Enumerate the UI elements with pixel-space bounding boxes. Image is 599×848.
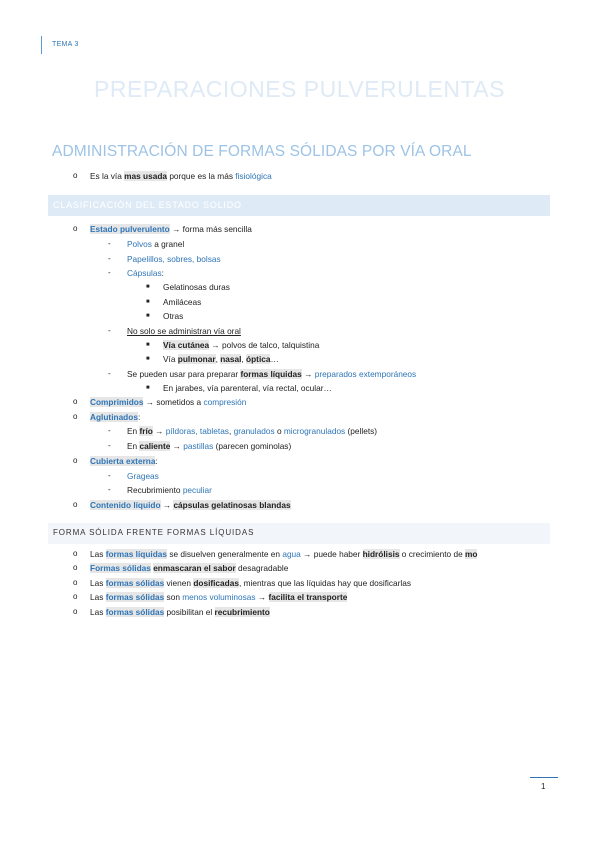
bullet-o: o bbox=[73, 578, 78, 587]
text-blue: menos voluminosas bbox=[182, 592, 256, 602]
bullet-o: o bbox=[73, 592, 78, 601]
list-item bbox=[127, 470, 159, 482]
list-item bbox=[127, 325, 241, 337]
text: Las bbox=[90, 607, 106, 617]
text: porque es la más bbox=[167, 171, 236, 181]
list-item bbox=[127, 253, 221, 265]
text: , bbox=[215, 354, 221, 364]
bullet-dash: - bbox=[108, 369, 111, 378]
text: → sometidos a bbox=[143, 397, 204, 407]
text-bold: mo bbox=[464, 549, 478, 559]
bullet-square: ■ bbox=[146, 385, 150, 391]
text-blue: pastillas bbox=[183, 441, 214, 451]
bullet-o: o bbox=[73, 412, 78, 421]
text-blue: microgranulados bbox=[283, 426, 346, 436]
list-item bbox=[90, 577, 411, 589]
bullet-square: ■ bbox=[146, 356, 150, 362]
text: Gelatinosas duras bbox=[163, 282, 230, 292]
text: o crecimiento de bbox=[399, 549, 465, 559]
text: → bbox=[255, 592, 269, 602]
text: : bbox=[161, 268, 164, 278]
text: Contenido líquido bbox=[90, 500, 161, 510]
text: se disuelven generalmente en bbox=[167, 549, 283, 559]
text: Estado pulverulento bbox=[90, 224, 170, 234]
text: Vía bbox=[163, 354, 178, 364]
text: posibilitan el bbox=[164, 607, 215, 617]
text: formas sólidas bbox=[105, 592, 165, 602]
text: formas sólidas bbox=[105, 607, 165, 617]
text-underlined: No solo se administran vía oral bbox=[127, 326, 241, 336]
text-bold: Vía cutánea bbox=[163, 340, 210, 350]
heading-administracion: ADMINISTRACIÓN DE FORMAS SÓLIDAS POR VÍA ORAL bbox=[52, 143, 472, 160]
bullet-o: o bbox=[73, 397, 78, 406]
text-blue: píldoras, tabletas bbox=[165, 426, 229, 436]
text: → bbox=[301, 369, 315, 379]
bullet-dash: - bbox=[108, 441, 111, 450]
text: (parecen gominolas) bbox=[213, 441, 292, 451]
section-title: CLASIFICACIÓN DEL ESTADO SOLIDO bbox=[53, 200, 242, 210]
text: Formas sólidas bbox=[90, 563, 151, 573]
page-number: 1 bbox=[541, 782, 546, 791]
bullet-dash: - bbox=[108, 268, 111, 277]
list-item bbox=[163, 382, 332, 394]
text: formas sólidas bbox=[105, 578, 165, 588]
bullet-o: o bbox=[73, 549, 78, 558]
text: Las bbox=[90, 592, 106, 602]
text-bold: nasal bbox=[220, 354, 242, 364]
list-item bbox=[163, 339, 319, 351]
text-bold: pulmonar bbox=[177, 354, 216, 364]
bullet-square: ■ bbox=[146, 284, 150, 290]
text-blue: preparados extemporáneos bbox=[314, 369, 417, 379]
text-bold: óptica bbox=[246, 354, 271, 364]
text-bold: mas usada bbox=[124, 171, 168, 181]
text-blue: peculiar bbox=[182, 485, 212, 495]
text-bold: cápsulas gelatinosas blandas bbox=[173, 500, 291, 510]
text: Cápsulas bbox=[127, 268, 162, 278]
text: → bbox=[170, 441, 184, 451]
text: Es la vía bbox=[90, 171, 125, 181]
section-clasificacion bbox=[48, 195, 550, 216]
text: En bbox=[127, 426, 140, 436]
text: son bbox=[164, 592, 183, 602]
bullet-o: o bbox=[73, 456, 78, 465]
list-item bbox=[90, 606, 270, 618]
bullet-square: ■ bbox=[146, 342, 150, 348]
text: → bbox=[160, 500, 174, 510]
text: Papelillos, sobres, bolsas bbox=[127, 254, 221, 264]
list-item bbox=[163, 310, 183, 322]
text-bold: formas líquidas bbox=[240, 369, 302, 379]
text: Se pueden usar para preparar bbox=[127, 369, 241, 379]
section-title: FORMA SÓLIDA FRENTE FORMAS LÍQUIDAS bbox=[53, 528, 255, 537]
text: Recubrimiento bbox=[127, 485, 183, 495]
list-item bbox=[90, 223, 252, 235]
bullet-square: ■ bbox=[146, 313, 150, 319]
text: vienen bbox=[164, 578, 194, 588]
text: , mientras que las líquidas hay que dosificarlas bbox=[238, 578, 411, 588]
text-bold: hidrólisis bbox=[362, 549, 400, 559]
text-blue: agua bbox=[282, 549, 301, 559]
bullet-o: o bbox=[73, 171, 78, 180]
list-item bbox=[127, 238, 184, 250]
text: Las bbox=[90, 578, 106, 588]
text: desagradable bbox=[235, 563, 289, 573]
header-rule bbox=[41, 36, 42, 54]
text-bold: enmascaran el sabor bbox=[153, 563, 236, 573]
text-blue: compresión bbox=[203, 397, 247, 407]
list-item bbox=[163, 281, 230, 293]
bullet-o: o bbox=[73, 607, 78, 616]
list-item bbox=[90, 396, 246, 408]
bullet-dash: - bbox=[108, 471, 111, 480]
text-blue: Grageas bbox=[127, 471, 159, 481]
bullet-square: ■ bbox=[146, 299, 150, 305]
text-blue: fisiológica bbox=[235, 171, 272, 181]
text: Polvos bbox=[127, 239, 152, 249]
text: … bbox=[270, 354, 279, 364]
text-bold: recubrimiento bbox=[214, 607, 270, 617]
text: En jarabes, vía parenteral, vía rectal, ocular… bbox=[163, 383, 332, 393]
document-title: PREPARACIONES PULVERULENTAS bbox=[94, 76, 505, 102]
text: → forma más sencilla bbox=[169, 224, 252, 234]
list-item bbox=[90, 562, 288, 574]
list-item bbox=[90, 499, 291, 511]
bullet-dash: - bbox=[108, 239, 111, 248]
bullet-dash: - bbox=[108, 254, 111, 263]
footer-rule bbox=[530, 777, 558, 778]
list-item bbox=[90, 548, 477, 560]
text: (pellets) bbox=[345, 426, 378, 436]
text-bold: frío bbox=[139, 426, 153, 436]
list-item bbox=[127, 440, 291, 452]
text: Aglutinados bbox=[90, 412, 138, 422]
list-item bbox=[163, 353, 279, 365]
header-tema: TEMA 3 bbox=[52, 41, 79, 48]
bullet-o: o bbox=[73, 563, 78, 572]
list-item bbox=[90, 411, 140, 423]
text: formas líquidas bbox=[105, 549, 168, 559]
list-item bbox=[127, 267, 164, 279]
text-bold: caliente bbox=[139, 441, 171, 451]
text-blue: granulados bbox=[233, 426, 275, 436]
text: En bbox=[127, 441, 140, 451]
text: Las bbox=[90, 549, 106, 559]
bullet-o: o bbox=[73, 224, 78, 233]
text: → polvos de talco, talquistina bbox=[209, 340, 320, 350]
list-item bbox=[90, 591, 347, 603]
text: o bbox=[274, 426, 284, 436]
text: → bbox=[152, 426, 166, 436]
text: : bbox=[137, 412, 141, 422]
text: , bbox=[241, 354, 247, 364]
text: Cubierta externa bbox=[90, 456, 156, 466]
bullet-dash: - bbox=[108, 326, 111, 335]
list-item bbox=[127, 368, 416, 380]
section-forma-solida bbox=[48, 523, 550, 544]
bullet-o: o bbox=[73, 500, 78, 509]
bullet-dash: - bbox=[108, 426, 111, 435]
text: a granel bbox=[151, 239, 185, 249]
text: : bbox=[155, 456, 158, 466]
list-item bbox=[127, 425, 377, 437]
list-item bbox=[163, 296, 201, 308]
text: → puede haber bbox=[300, 549, 363, 559]
text: , bbox=[228, 426, 234, 436]
text: Amiláceas bbox=[163, 297, 202, 307]
text: Otras bbox=[163, 311, 184, 321]
list-item bbox=[90, 455, 158, 467]
text-bold: facilita el transporte bbox=[268, 592, 348, 602]
text-bold: dosificadas bbox=[193, 578, 239, 588]
list-item bbox=[127, 484, 212, 496]
text: Comprimidos bbox=[90, 397, 144, 407]
intro-line bbox=[90, 170, 272, 182]
bullet-dash: - bbox=[108, 485, 111, 494]
